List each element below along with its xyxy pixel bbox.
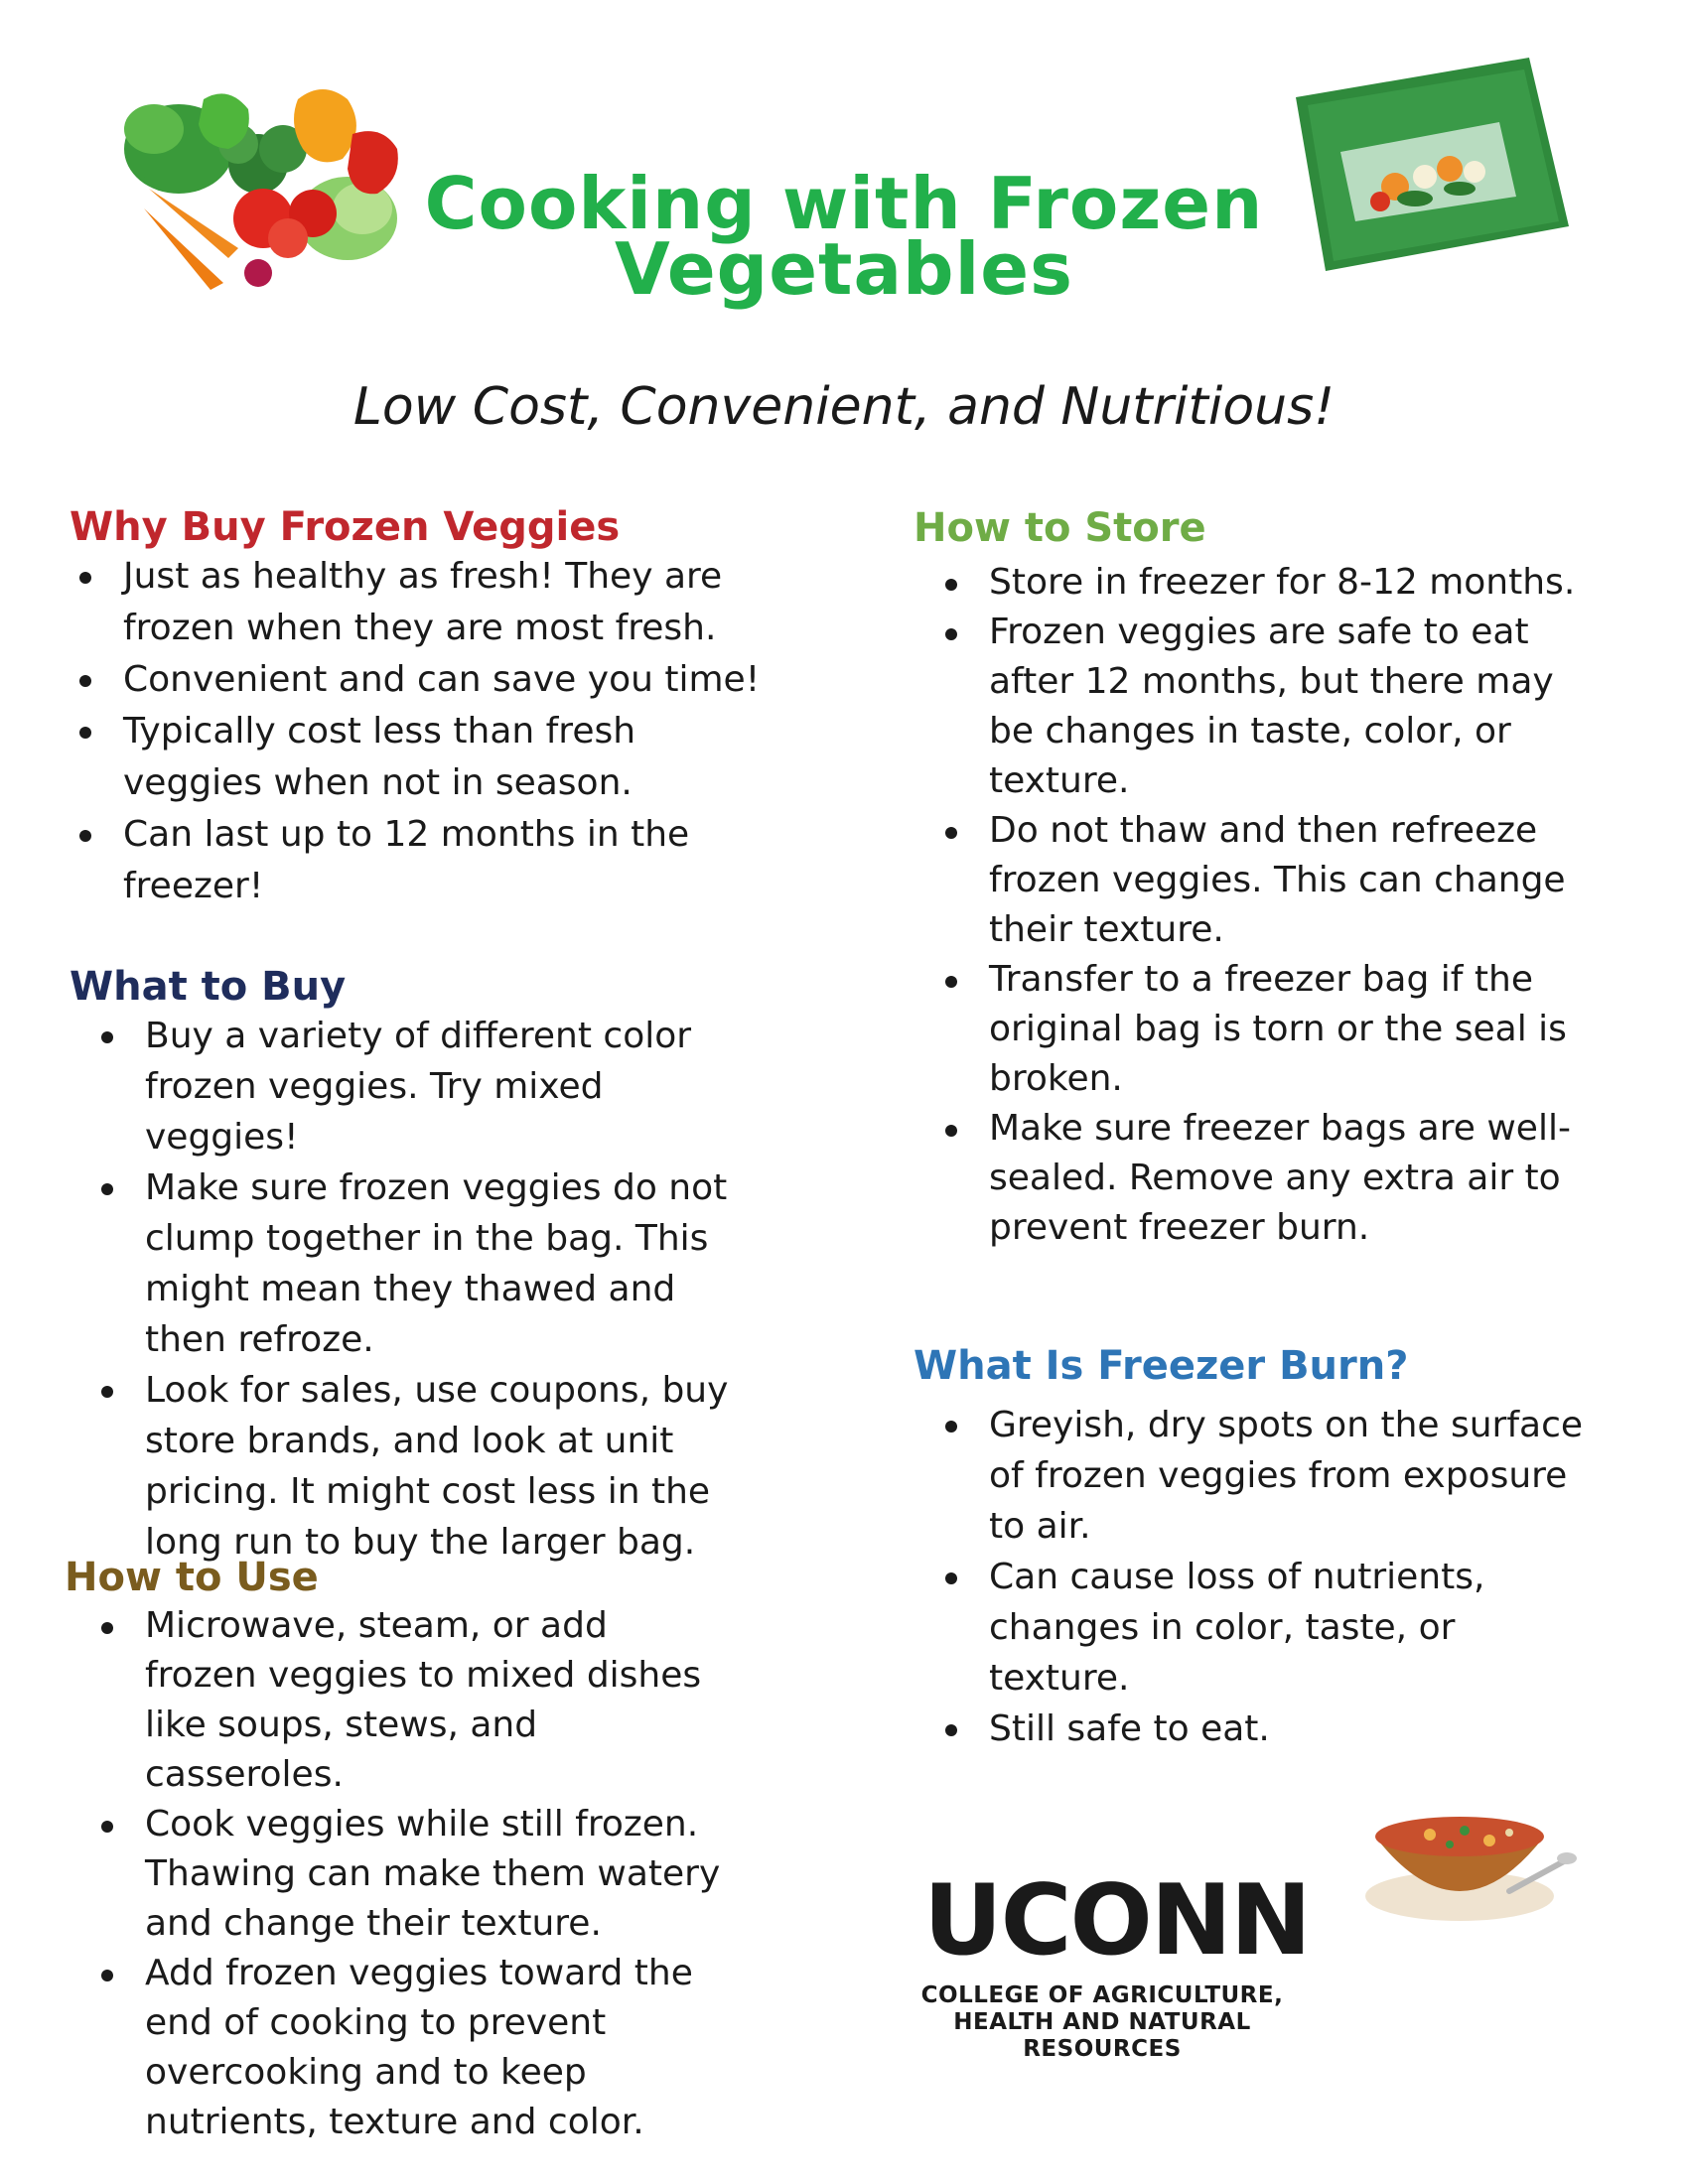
list-item: Add frozen veggies toward the end of cooking to prevent overcooking and to keep nutrients, texture and color.: [101, 1949, 730, 2147]
freezer-burn-list: [945, 1400, 1599, 1754]
vegetables-illustration-icon: [109, 69, 417, 298]
what-to-buy-list: [101, 1011, 765, 1568]
how-to-store-list: [945, 558, 1599, 1253]
section-why-buy: [70, 503, 784, 912]
list-item: Make sure freezer bags are well-sealed. Remove any extra air to prevent freezer burn.: [945, 1104, 1599, 1253]
section-heading: What to Buy: [70, 964, 347, 1010]
list-item: Frozen veggies are safe to eat after 12 months, but there may be changes in taste, color, or texture.: [945, 608, 1599, 806]
page-title-line-2: Vegetables: [615, 227, 1073, 311]
uconn-logo-wordmark: UCONN: [923, 1864, 1310, 1978]
list-item: Transfer to a freezer bag if the original bag is torn or the seal is broken.: [945, 955, 1599, 1104]
section-how-to-use: [65, 1554, 730, 2147]
list-item: Make sure frozen veggies do not clump together in the bag. This might mean they thawed and then refroze.: [101, 1162, 765, 1365]
list-item: Store in freezer for 8-12 months.: [945, 558, 1599, 608]
uconn-subtitle-line: RESOURCES: [1023, 2036, 1182, 2062]
soup-bowl-illustration-icon: [1360, 1797, 1579, 1926]
list-item: Can last up to 12 months in the freezer!: [79, 809, 784, 912]
uconn-subtitle-line: COLLEGE OF AGRICULTURE,: [920, 1982, 1284, 2008]
page-title-line-1: Cooking with Frozen: [424, 162, 1264, 245]
uconn-subtitle-line: HEALTH AND NATURAL: [953, 2009, 1251, 2035]
list-item: Typically cost less than fresh veggies when not in season.: [79, 706, 784, 809]
how-to-use-list: [101, 1601, 730, 2147]
uconn-logo-subtitle: [894, 1982, 1311, 2063]
section-heading: How to Store: [914, 505, 1206, 551]
frozen-bag-illustration-icon: [1286, 58, 1574, 276]
section-heading: What Is Freezer Burn?: [914, 1343, 1409, 1389]
list-item: Convenient and can save you time!: [79, 654, 784, 706]
page-subtitle: Low Cost, Convenient, and Nutritious!: [352, 377, 1336, 437]
section-how-to-store: [914, 504, 1599, 1253]
section-freezer-burn: [914, 1342, 1599, 1754]
list-item: Do not thaw and then refreeze frozen veggies. This can change their texture.: [945, 806, 1599, 955]
section-heading: Why Buy Frozen Veggies: [70, 504, 621, 550]
why-buy-list: [79, 551, 784, 912]
list-item: Just as healthy as fresh! They are frozen when they are most fresh.: [79, 551, 784, 654]
page-title: [397, 162, 1291, 311]
list-item: Can cause loss of nutrients, changes in color, taste, or texture.: [945, 1552, 1599, 1704]
section-what-to-buy: [70, 963, 765, 1568]
section-heading: How to Use: [65, 1555, 319, 1600]
list-item: Microwave, steam, or add frozen veggies to mixed dishes like soups, stews, and casseroles.: [101, 1601, 730, 1800]
list-item: Still safe to eat.: [945, 1704, 1599, 1754]
list-item: Cook veggies while still frozen. Thawing can make them watery and change their texture.: [101, 1800, 730, 1949]
list-item: Buy a variety of different color frozen veggies. Try mixed veggies!: [101, 1011, 765, 1162]
list-item: Greyish, dry spots on the surface of frozen veggies from exposure to air.: [945, 1400, 1599, 1552]
list-item: Look for sales, use coupons, buy store brands, and look at unit pricing. It might cost less in the long run to buy the larger bag.: [101, 1365, 765, 1568]
